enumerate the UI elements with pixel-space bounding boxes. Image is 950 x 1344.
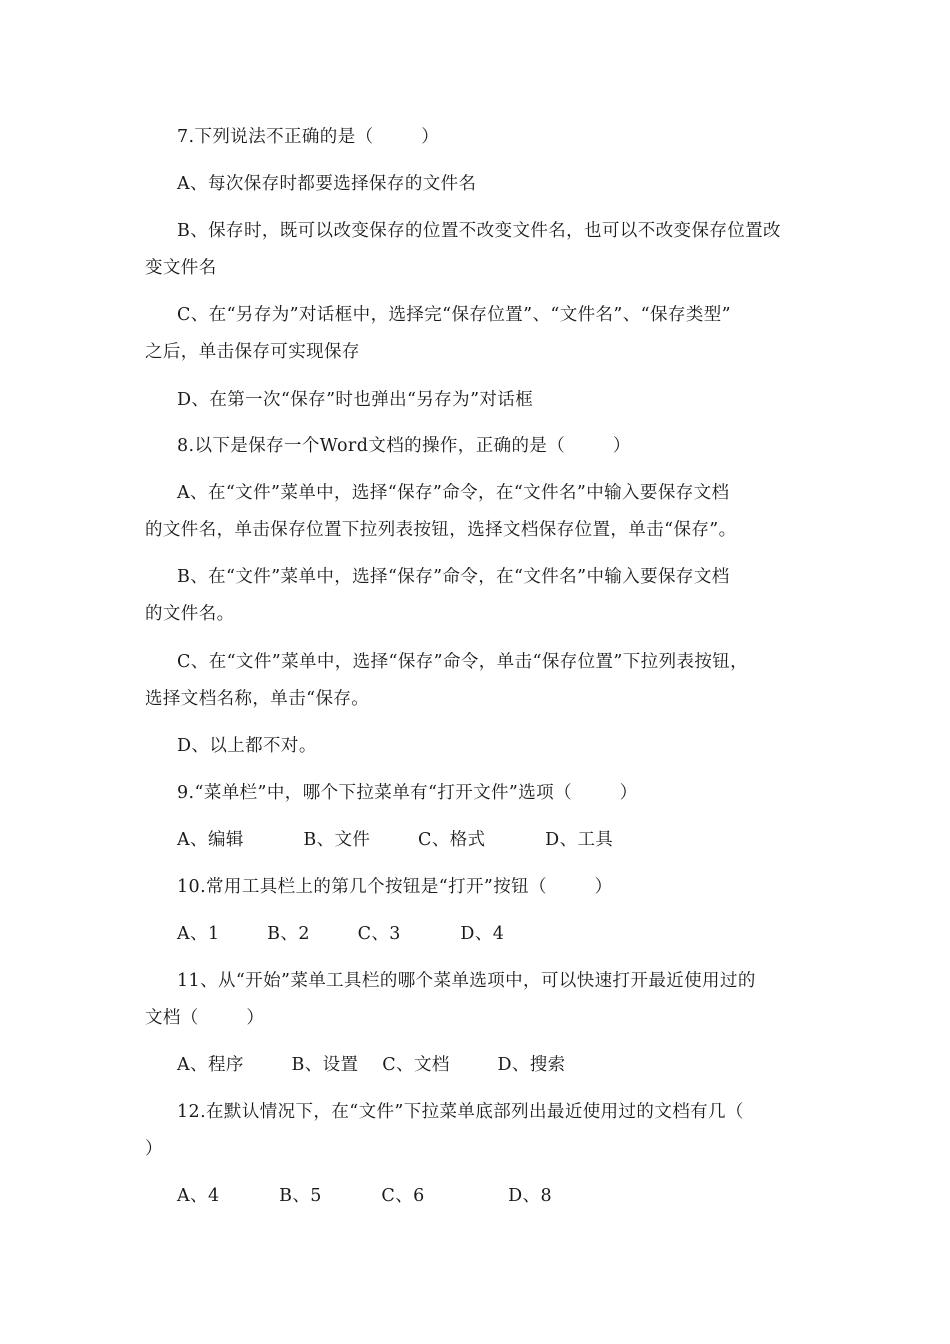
question-10-options: A、1 B、2 C、3 D、4 (177, 924, 505, 944)
question-9-stem: 9.“菜单栏”中，哪个下拉菜单有“打开文件”选项（ ） (177, 783, 638, 803)
question-11-stem: 11、从“开始”菜单工具栏的哪个菜单选项中，可以快速打开最近使用过的 (177, 971, 756, 991)
question-11-options: A、程序 B、设置 C、文档 D、搜索 (177, 1055, 566, 1075)
question-8-option-b: B、在“文件”菜单中，选择“保存”命令，在“文件名”中输入要保存文档 (177, 567, 730, 587)
question-8-option-c-cont: 选择文档名称，单击“保存。 (145, 689, 370, 709)
question-12-options: A、4 B、5 C、6 D、8 (177, 1186, 552, 1206)
question-7-stem: 7.下列说法不正确的是（ ） (177, 127, 440, 147)
question-8-option-d: D、以上都不对。 (177, 736, 317, 756)
question-7-option-c: C、在“另存为”对话框中，选择完“保存位置”、“文件名”、“保存类型” (177, 305, 731, 325)
question-8-option-a: A、在“文件”菜单中，选择“保存”命令，在“文件名”中输入要保存文档 (177, 483, 730, 503)
question-7-option-d: D、在第一次“保存”时也弹出“另存为”对话框 (177, 390, 534, 410)
question-10-stem: 10.常用工具栏上的第几个按钮是“打开”按钮（ ） (177, 877, 613, 897)
question-8-option-b-cont: 的文件名。 (145, 604, 235, 624)
question-8-stem: 8.以下是保存一个Word文档的操作，正确的是（ ） (177, 436, 631, 456)
question-7-option-b-cont: 变文件名 (145, 258, 217, 278)
question-8-option-a-cont: 的文件名，单击保存位置下拉列表按钮，选择文档保存位置，单击“保存”。 (145, 520, 737, 540)
question-11-stem-cont: 文档（ ） (145, 1008, 265, 1028)
question-7-option-c-cont: 之后，单击保存可实现保存 (145, 342, 360, 362)
question-9-options: A、编辑 B、文件 C、格式 D、工具 (177, 830, 614, 850)
question-8-option-c: C、在“文件”菜单中，选择“保存”命令，单击“保存位置”下拉列表按钮， (177, 652, 749, 672)
question-12-stem: 12.在默认情况下，在“文件”下拉菜单底部列出最近使用过的文档有几（ (177, 1102, 744, 1122)
question-12-stem-cont: ） (145, 1139, 163, 1159)
question-7-option-b: B、保存时，既可以改变保存的位置不改变文件名，也可以不改变保存位置改 (177, 221, 781, 241)
question-7-option-a: A、每次保存时都要选择保存的文件名 (177, 174, 477, 194)
